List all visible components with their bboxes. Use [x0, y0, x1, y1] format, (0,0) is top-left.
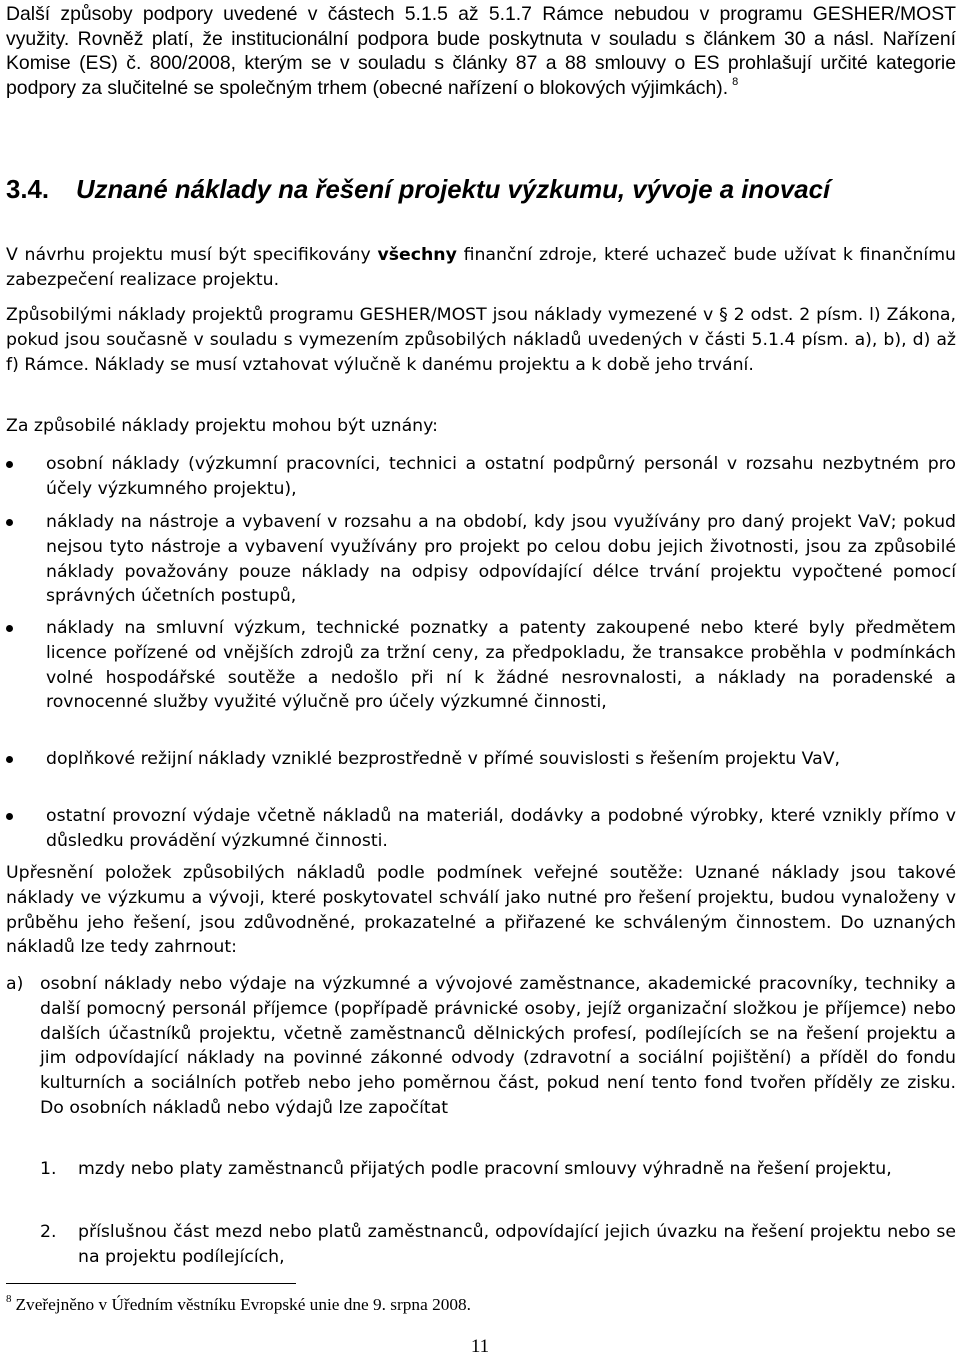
paragraph-eligible-costs: Způsobilými náklady projektů programu GESHER/MOST jsou náklady vymezené v § 2 odst. 2 písm. l) Zákona, pokud jsou současně v souladu s vymezením způsobilých nákladů uvedených v části 5.1.4 písm. a), b), d) až f) Rámce. Náklady se musí vztahovat výlučně k danému projektu a k době jeho trvání. — [6, 305, 956, 375]
list-item-text: osobní náklady (výzkumní pracovníci, technici a ostatní podpůrný personál v rozsahu nezbytném pro účely výzkumného projektu), — [46, 454, 956, 499]
bullet-icon — [6, 625, 13, 632]
list-item-text: osobní náklady nebo výdaje na výzkumné a vývojové zaměstnance, akademické pracovníky, techniky a další pomocný personál příjemce (popřípadě právnické osoby, jejíž organizační složkou je příjemce) nebo dalších účastníků projektu, včetně zaměstnanců dělnických profesí, podílejících se na řešení projektu a jim odpovídající náklady na povinné zákonné odvody (zdravotní a sociální pojištění) a příděl do fondu kulturních a sociálních potřeb nebo jeho poměrnou část, pokud není tento fond tvořen příděly ze zisku. Do osobních nákladů nebo výdajů lze započítat — [40, 974, 956, 1118]
numbered-item-2 — [40, 1220, 956, 1270]
footnote-number: 8 — [6, 1293, 12, 1305]
list-item-text: doplňkové režijní náklady vzniklé bezprostředně v přímé souvislosti s řešením projektu VaV, — [46, 749, 841, 769]
page-number: 11 — [470, 1336, 490, 1357]
list-item — [46, 510, 956, 609]
list-item-text: ostatní provozní výdaje včetně nákladů na materiál, dodávky a podobné výrobky, které vznikly přímo v důsledku provádění výzkumné činnosti. — [46, 806, 956, 851]
list-item — [46, 616, 956, 715]
bullet-icon — [6, 519, 13, 526]
emphasis-all: všechny — [377, 245, 457, 265]
paragraph-sources — [6, 243, 956, 293]
list-item — [46, 804, 956, 854]
list-item-text: náklady na smluvní výzkum, technické poznatky a patenty zakoupené nebo které byly předmětem licence pořízené od vnějších zdrojů za tržní ceny, za předpokladu, že transakce proběhla v podmínkách volné hospodářské soutěže a nedošlo při ní k žádné nesrovnalosti, a náklady na poradenské a rovnocenné služby využité výlučně pro účely výzkumné činnosti, — [46, 618, 956, 713]
footnote — [6, 1293, 471, 1317]
list-item — [46, 747, 956, 772]
bullet-icon — [6, 756, 13, 763]
list-item — [46, 452, 956, 502]
paragraph-sources-lead: V návrhu projektu musí být specifikovány — [6, 245, 378, 265]
section-number: 3.4. — [6, 176, 50, 204]
list-item-label: a) — [6, 974, 24, 994]
paragraph-sources-rest: finanční zdroje, které uchazeč bude užívat k finančnímu zabezpečení realizace projektu. — [6, 245, 956, 290]
bullet-icon — [6, 813, 13, 820]
section-title: Uznané náklady na řešení projektu výzkumu, vývoje a inovací — [76, 176, 831, 204]
numbered-item-1 — [40, 1157, 956, 1182]
list-item-label: 2. — [40, 1222, 57, 1242]
intro-paragraph — [6, 2, 956, 101]
footnote-reference[interactable]: 8 — [732, 76, 739, 89]
list-item-text: náklady na nástroje a vybavení v rozsahu a na období, kdy jsou využívány pro daný projekt VaV; pokud nejsou tyto nástroje a vybavení využívány pro projekt po celou dobu jejich životnosti, jsou za způsobilé náklady považovány pouze náklady na odpisy odpovídající délce trvání projektu vypočtené pomocí správných účetních postupů, — [46, 512, 956, 607]
footnote-divider — [6, 1283, 296, 1284]
paragraph-eligible-intro: Za způsobilé náklady projektu mohou být uznány: — [6, 416, 438, 436]
paragraph-specification: Upřesnění položek způsobilých nákladů podle podmínek veřejné soutěže: Uznané náklady jsou takové náklady ve výzkumu a vývoji, které poskytovatel schválí jako nutné pro řešení projektu, budou vynaloženy v průběhu jeho řešení, jsou zdůvodněné, prokazatelné a přiřazené ke schváleným činnostem. Do uznaných nákladů lze tedy zahrnout: — [6, 863, 956, 958]
section-heading — [6, 175, 956, 205]
bullet-icon — [6, 461, 13, 468]
list-item-a — [6, 972, 956, 1121]
list-item-text: mzdy nebo platy zaměstnanců přijatých podle pracovní smlouvy výhradně na řešení projektu, — [78, 1159, 892, 1179]
intro-paragraph-text: Další způsoby podpory uvedené v částech 5.1.5 až 5.1.7 Rámce nebudou v programu GESHER/MOST využity. Rovněž platí, že institucionální podpora bude poskytnuta v souladu s článkem 30 a násl. Nařízení Komise (ES) č. 800/2008, kterým se v souladu s články 87 a 88 smlouvy o ES prohlašují určité kategorie podpory za slučitelné se společným trhem (obecné nařízení o blokových výjimkách). — [6, 3, 956, 100]
list-item-label: 1. — [40, 1159, 57, 1179]
list-item-text: příslušnou část mezd nebo platů zaměstnanců, odpovídající jejich úvazku na řešení projektu nebo se na projektu podílejících, — [78, 1222, 956, 1267]
footnote-text: Zveřejněno v Úředním věstníku Evropské unie dne 9. srpna 2008. — [15, 1295, 471, 1314]
